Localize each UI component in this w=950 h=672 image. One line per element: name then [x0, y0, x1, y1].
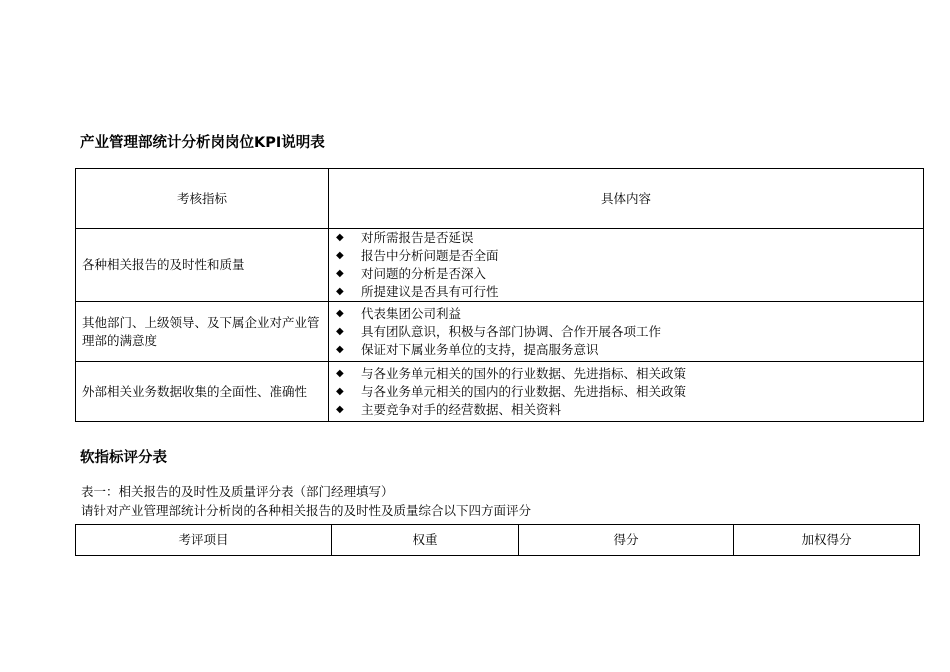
kpi-table-header-row: [76, 169, 924, 229]
table-row: [76, 302, 924, 362]
table-row: [76, 362, 924, 422]
diamond-bullet-icon: ◆: [336, 367, 344, 379]
content-cell: [329, 229, 924, 302]
diamond-bullet-icon: ◆: [336, 286, 344, 297]
indicator-cell: 其他部门、上级领导、及下属企业对产业管理部的满意度: [76, 302, 329, 362]
kpi-table: [75, 168, 924, 422]
list-item: ◆ 具有团队意识，积极与各部门协调、合作开展各项工作: [336, 323, 662, 339]
header-weighted-score: 加权得分: [734, 525, 920, 556]
header-content: 具体内容: [329, 169, 924, 229]
score-table: [75, 524, 920, 556]
header-indicator: 考核指标: [76, 169, 329, 229]
header-score: 得分: [519, 525, 734, 556]
diamond-bullet-icon: ◆: [336, 250, 344, 261]
content-cell: [329, 302, 924, 362]
indicator-cell: 外部相关业务数据收集的全面性、准确性: [76, 362, 329, 422]
diamond-bullet-icon: ◆: [336, 385, 344, 397]
bullet-list: [336, 305, 923, 359]
table-caption: 表一：相关报告的及时性及质量评分表（部门经理填写）: [81, 484, 394, 499]
score-table-header-row: [76, 525, 920, 556]
list-item: ◆ 主要竞争对手的经营数据、相关资料: [336, 401, 562, 417]
diamond-bullet-icon: ◆: [336, 232, 344, 243]
bullet-list: [336, 229, 923, 301]
bullet-list: [336, 365, 923, 419]
list-item: ◆ 保证对下属业务单位的支持，提高服务意识: [336, 341, 599, 357]
list-item: ◆ 与各业务单元相关的国内的行业数据、先进指标、相关政策: [336, 383, 687, 399]
list-item: ◆ 报告中分析问题是否全面: [336, 248, 499, 263]
diamond-bullet-icon: ◆: [336, 307, 344, 319]
list-item: ◆ 代表集团公司利益: [336, 305, 462, 321]
list-item: ◆ 所提建议是否具有可行性: [336, 284, 499, 299]
diamond-bullet-icon: ◆: [336, 403, 344, 415]
diamond-bullet-icon: ◆: [336, 343, 344, 355]
diamond-bullet-icon: ◆: [336, 268, 344, 279]
header-weight: 权重: [332, 525, 519, 556]
section-title: 软指标评分表: [80, 450, 167, 466]
list-item: ◆ 对所需报告是否延误: [336, 230, 474, 245]
document-title: 产业管理部统计分析岗岗位KPI说明表: [80, 135, 325, 151]
content-cell: [329, 362, 924, 422]
header-item: 考评项目: [76, 525, 332, 556]
indicator-cell: 各种相关报告的及时性和质量: [76, 229, 329, 302]
instruction-text: 请针对产业管理部统计分析岗的各种相关报告的及时性及质量综合以下四方面评分: [81, 503, 532, 518]
diamond-bullet-icon: ◆: [336, 325, 344, 337]
list-item: ◆ 与各业务单元相关的国外的行业数据、先进指标、相关政策: [336, 365, 687, 381]
table-row: [76, 229, 924, 302]
list-item: ◆ 对问题的分析是否深入: [336, 266, 487, 281]
